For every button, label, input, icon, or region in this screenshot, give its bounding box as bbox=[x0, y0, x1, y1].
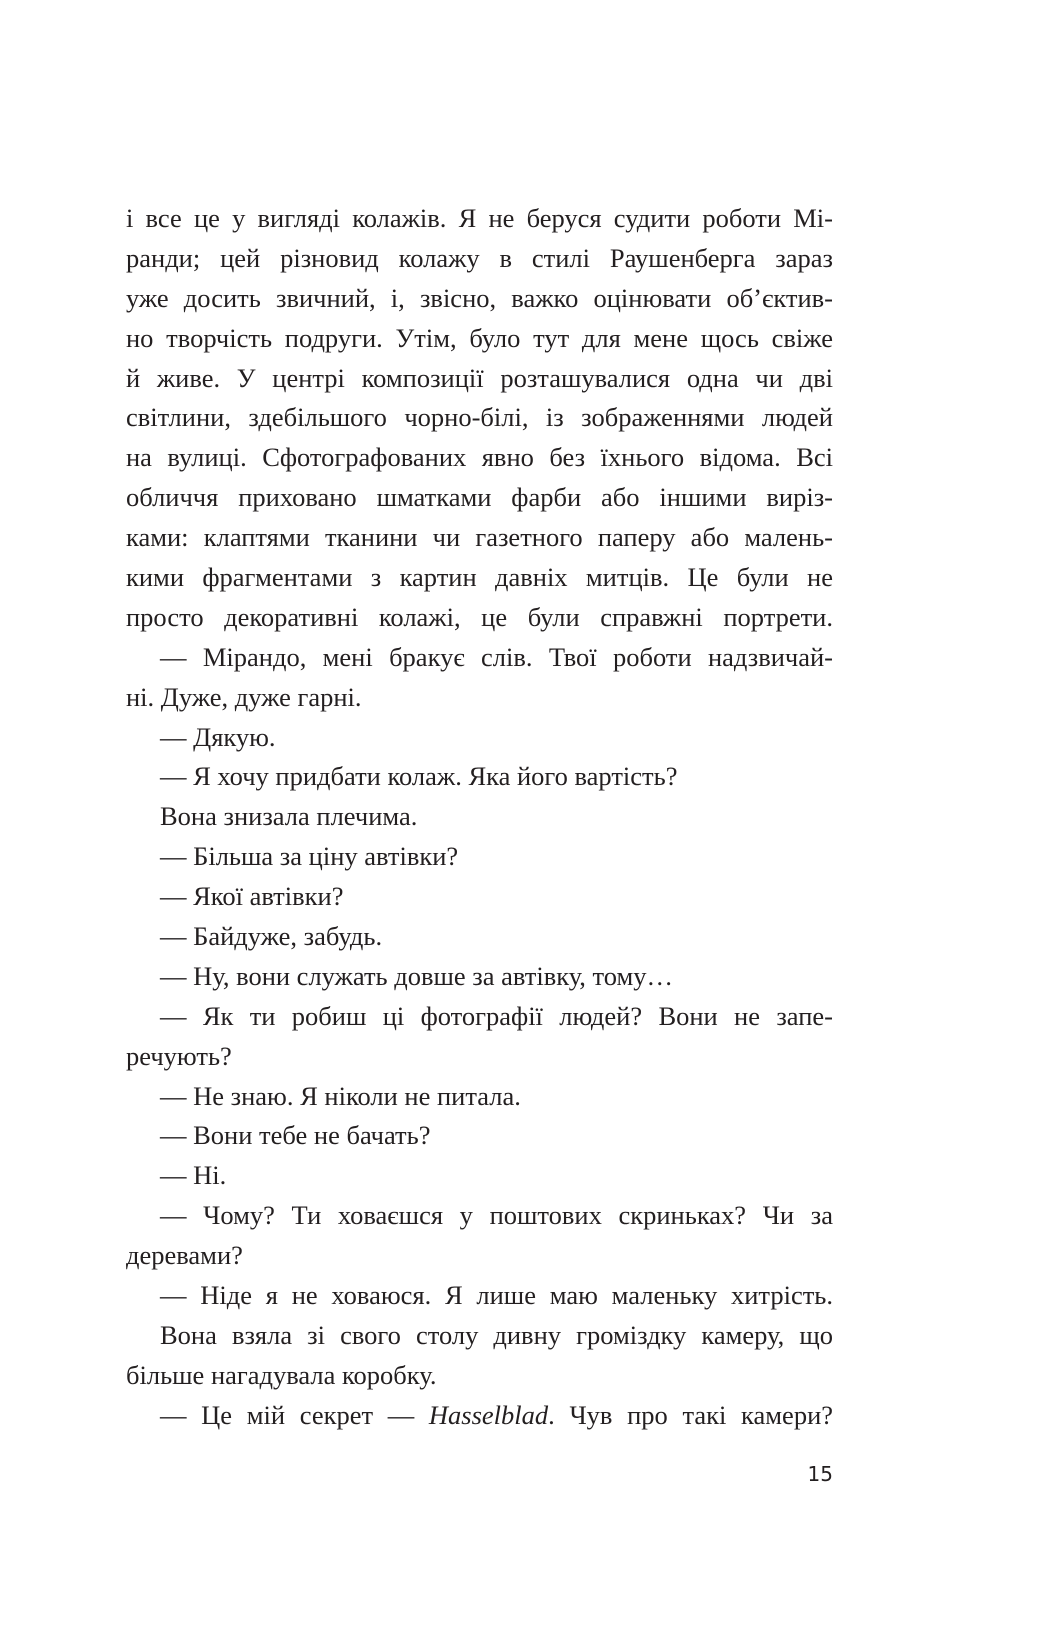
text-line: — Я хочу придбати колаж. Яка його вартість? bbox=[160, 761, 678, 792]
text-line: — Дякую. bbox=[160, 721, 276, 752]
text-line: — Ні. bbox=[160, 1160, 227, 1191]
final-line-after: . Чув про такі камери? bbox=[548, 1399, 834, 1430]
text-line: Вона взяла зі свого столу дивну громіздку камеру, що bbox=[160, 1319, 833, 1350]
text-line: більше нагадувала коробку. bbox=[126, 1359, 437, 1390]
text-line: Вона знизала плечима. bbox=[160, 801, 418, 832]
text-line: — Мірандо, мені бракує слів. Твої роботи надзвичай- bbox=[160, 641, 833, 672]
text-line-final bbox=[126, 1396, 833, 1436]
text-line: на вулиці. Сфотографованих явно без їхнього відома. Всі bbox=[126, 442, 833, 473]
text-line: ні. Дуже, дуже гарні. bbox=[126, 681, 362, 712]
text-line: — Як ти робиш ці фотографії людей? Вони не запе- bbox=[160, 1000, 833, 1031]
text-line: ранди; цей різновид колажу в стилі Раушенберга зараз bbox=[126, 242, 833, 273]
text-line: речують? bbox=[126, 1040, 232, 1071]
text-line: й живе. У центрі композиції розташувалися одна чи дві bbox=[126, 362, 833, 393]
text-line: уже досить звичний, і, звісно, важко оцінювати об’єктив- bbox=[126, 282, 833, 313]
body-text bbox=[126, 199, 833, 1436]
text-line: світлини, здебільшого чорно-білі, із зображеннями людей bbox=[126, 402, 833, 433]
text-line: деревами? bbox=[126, 1240, 243, 1271]
text-line: — Вони тебе не бачать? bbox=[160, 1120, 431, 1151]
camera-brand-italic: Hasselblad bbox=[428, 1399, 549, 1430]
text-line: — Ну, вони служать довше за автівку, тому… bbox=[160, 960, 674, 991]
text-line: і все це у вигляді колажів. Я не беруся судити роботи Мі- bbox=[126, 203, 833, 233]
text-line: кими фрагментами з картин давніх митців. Це були не bbox=[126, 562, 833, 593]
text-line: обличчя приховано шматками фарби або іншими виріз- bbox=[126, 482, 833, 513]
text-line: — Якої автівки? bbox=[160, 881, 344, 912]
text-line: просто декоративні колажі, це були справжні портрети. bbox=[126, 601, 833, 632]
text-line: — Не знаю. Я ніколи не питала. bbox=[160, 1080, 521, 1111]
text-line: — Байдуже, забудь. bbox=[160, 921, 383, 952]
page-number: 15 bbox=[807, 1462, 833, 1486]
text-line: — Чому? Ти ховаєшся у поштових скриньках? Чи за bbox=[160, 1200, 833, 1231]
text-line: ками: клаптями тканини чи газетного паперу або малень- bbox=[126, 522, 833, 553]
text-line: но творчість подруги. Утім, було тут для мене щось свіже bbox=[126, 322, 833, 353]
text-line: — Більша за ціну автівки? bbox=[160, 841, 459, 872]
text-line: — Ніде я не ховаюся. Я лише маю маленьку хитрість. bbox=[160, 1280, 833, 1311]
final-line-before: — Це мій секрет — bbox=[160, 1399, 429, 1430]
